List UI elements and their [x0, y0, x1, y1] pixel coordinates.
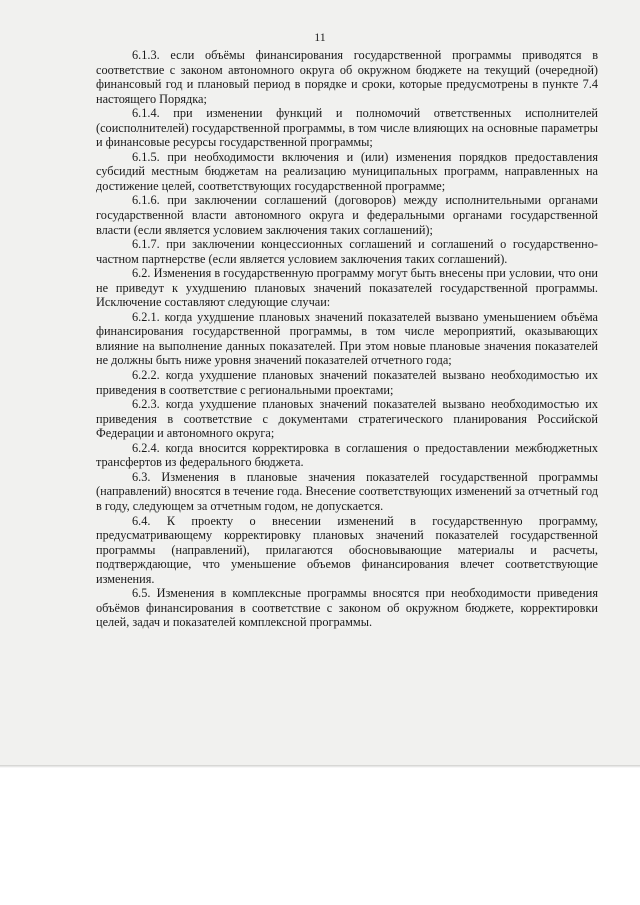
paragraph-6-2-1: 6.2.1. когда ухудшение плановых значений показателей вызвано уменьшением объёма финансирования государственной программы, в том числе мероприятий, оказывающих влияние на выполнение данных показателей. При этом новые плановые значения показателей не должны быть ниже уровня значений показателей отчетного года;	[96, 309, 598, 368]
paragraph-6-5: 6.5. Изменения в комплексные программы вносятся при необходимости приведения объёмов финансирования в соответствие с законом об окружном бюджете, корректировки целей, задач и показателей комплексной программы.	[96, 586, 598, 630]
paragraph-6-2-4: 6.2.4. когда вносится корректировка в соглашения о предоставлении межбюджетных трансфертов из федерального бюджета.	[96, 440, 598, 470]
paragraph-6-2: 6.2. Изменения в государственную программу могут быть внесены при условии, что они не приведут к ухудшению плановых значений показателей государственной программы. Исключение составляют следующие случаи:	[96, 266, 598, 310]
paragraph-6-2-3: 6.2.3. когда ухудшение плановых значений показателей вызвано необходимостью их приведения в соответствие с документами стратегического планирования Российской Федерации и автономного округа;	[96, 397, 598, 441]
paragraph-6-4: 6.4. К проекту о внесении изменений в государственную программу, предусматривающему корректировку плановых значений показателей государственной программы (направлений), прилагаются обосновывающие материалы и расчеты, подтверждающие, что уменьшение объемов финансирования влечет соответствующие изменения.	[96, 513, 598, 586]
paragraph-6-3: 6.3. Изменения в плановые значения показателей государственной программы (направлений) вносятся в течение года. Внесение соответствующих изменений за отчетный год в году, следующем за отчетным годом, не допускается.	[96, 469, 598, 513]
paragraph-6-1-6: 6.1.6. при заключении соглашений (договоров) между исполнительными органами государственной власти автономного округа и федеральными органами государственной власти (если является условием заключения таких соглашений);	[96, 193, 598, 237]
paragraph-6-2-2: 6.2.2. когда ухудшение плановых значений показателей вызвано необходимостью их приведения в соответствие с региональными проектами;	[96, 368, 598, 397]
page-edge-shadow	[0, 765, 640, 768]
paragraph-6-1-5: 6.1.5. при необходимости включения и (или) изменения порядков предоставления субсидий местным бюджетам на реализацию муниципальных программ, направленных на достижение целей, соответствующих государственной программе;	[96, 149, 598, 193]
page-number: 11	[314, 30, 326, 44]
paragraph-6-1-4: 6.1.4. при изменении функций и полномочий ответственных исполнителей (соисполнителей) государственной программы, в том числе влияющих на основные параметры и финансовые ресурсы государственной программы;	[96, 106, 598, 150]
paragraph-6-1-7: 6.1.7. при заключении концессионных соглашений и соглашений о государственно-частном партнерстве (если является условием заключения таких соглашений).	[96, 237, 598, 266]
document-body	[96, 48, 598, 630]
paragraph-6-1-3: 6.1.3. если объёмы финансирования государственной программы приводятся в соответствие с законом автономного округа об окружном бюджете на текущий (очередной) финансовый год и плановый период в порядке и сроки, которые предусмотрены в пункте 7.4 настоящего Порядка;	[96, 48, 598, 106]
